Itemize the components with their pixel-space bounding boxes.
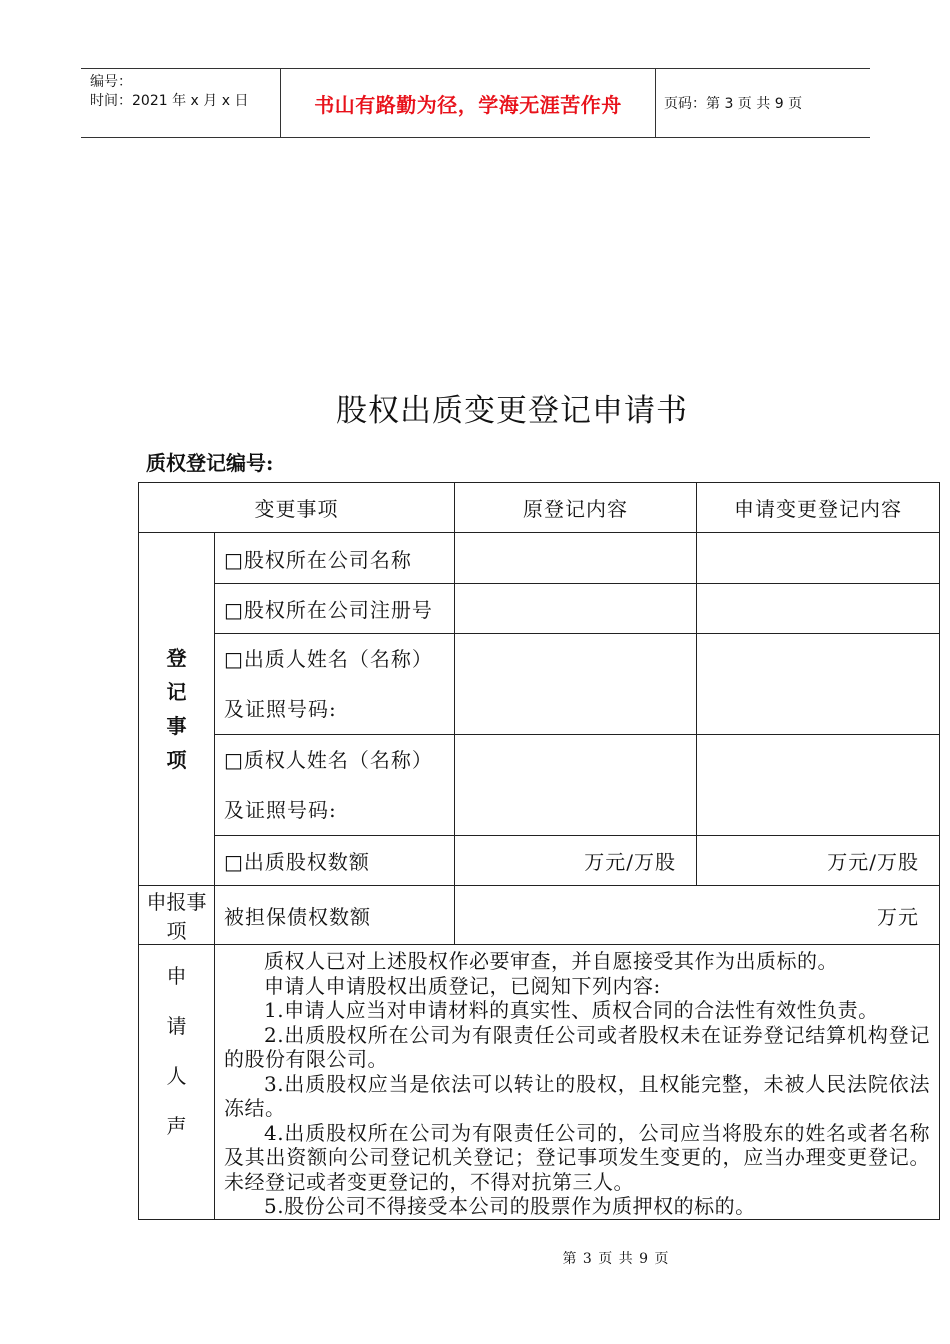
- declare-item-label: 申报事项: [139, 886, 215, 945]
- header-original-content: 原登记内容: [455, 483, 697, 533]
- row-company-reg-no: [139, 584, 940, 634]
- page-info: 页码：第 3 页 共 9 页: [664, 96, 803, 112]
- statement-paragraph: 4.出质股权所在公司为有限责任公司的，公司应当将股东的姓名或者名称及其出资额向公司登记机关登记；登记事项发生变更的，应当办理变更登记。未经登记或者变更登记的，不得对抗第三人。: [224, 1120, 930, 1194]
- pledgee-original-field[interactable]: [455, 735, 697, 836]
- row-pledged-amount: [139, 836, 940, 886]
- document-title: 股权出质变更登记申请书: [336, 393, 688, 429]
- pledgee-checkbox-label[interactable]: [215, 735, 455, 836]
- company-name-checkbox-label[interactable]: □股权所在公司名称: [215, 533, 455, 584]
- row-pledgor: [139, 634, 940, 735]
- header-motto-cell: [281, 69, 656, 137]
- pledgee-label-line1: □质权人姓名（名称）: [224, 748, 433, 772]
- statement-paragraph: 1.申请人应当对申请材料的真实性、质权合同的合法性有效性负责。: [264, 998, 879, 1022]
- header-requested-content: 申请变更登记内容: [697, 483, 940, 533]
- company-reg-no-requested-field[interactable]: [697, 584, 940, 634]
- pledged-amount-checkbox-label[interactable]: □出质股权数额: [215, 836, 455, 886]
- statement-paragraph: 申请人申请股权出质登记，已阅知下列内容:: [264, 973, 661, 998]
- header-meta-cell: [81, 69, 281, 137]
- secured-debt-label: 被担保债权数额: [215, 886, 455, 945]
- statement-label-char: 人: [166, 1064, 187, 1088]
- group-label-char: 登: [166, 646, 187, 670]
- row-secured-debt: [139, 886, 940, 945]
- pledgor-checkbox-label[interactable]: [215, 634, 455, 735]
- statement-label-char: 请: [166, 1014, 187, 1038]
- pledgor-original-field[interactable]: [455, 634, 697, 735]
- statement-paragraph: 3.出质股权应当是依法可以转让的股权，且权能完整，未被人民法院依法冻结。: [224, 1071, 930, 1120]
- registration-items-label: [139, 533, 215, 886]
- pledgor-requested-field[interactable]: [697, 634, 940, 735]
- pledgee-label-line2: 及证照号码:: [224, 798, 337, 822]
- statement-paragraph: 2.出质股权所在公司为有限责任公司或者股权未在证券登记结算机构登记的股份有限公司。: [224, 1022, 930, 1071]
- header-change-item: 变更事项: [139, 483, 455, 533]
- change-registration-form: [138, 482, 940, 1220]
- motto-text: 书山有路勤为径，学海无涯苦作舟: [314, 92, 622, 117]
- secured-debt-field[interactable]: 万元: [455, 886, 940, 945]
- pledged-amount-requested-unit[interactable]: 万元/万股: [697, 836, 940, 886]
- company-name-requested-field[interactable]: [697, 533, 940, 584]
- row-company-name: [139, 533, 940, 584]
- applicant-statement-label: [139, 945, 215, 1220]
- company-name-original-field[interactable]: [455, 533, 697, 584]
- row-pledgee: [139, 735, 940, 836]
- group-label-char: 事: [166, 714, 187, 738]
- time-label: 时间：2021 年 x 月 x 日: [90, 93, 249, 109]
- number-label: 编号：: [90, 74, 132, 90]
- row-applicant-statement: [139, 945, 940, 1220]
- company-reg-no-original-field[interactable]: [455, 584, 697, 634]
- pledgor-label-line1: □出质人姓名（名称）: [224, 647, 433, 671]
- document-header: [81, 68, 870, 138]
- reg-number-label: 质权登记编号:: [146, 451, 274, 475]
- group-label-char: 项: [166, 748, 187, 772]
- pledged-amount-original-unit[interactable]: 万元/万股: [455, 836, 697, 886]
- statement-label-char: 申: [166, 964, 187, 988]
- statement-paragraph: 5.股份公司不得接受本公司的股票作为质押权的标的。: [264, 1194, 756, 1218]
- statement-label-char: 声: [166, 1114, 187, 1138]
- page-footer: 第 3 页 共 9 页: [562, 1251, 670, 1267]
- header-row: [139, 483, 940, 533]
- group-label-char: 记: [166, 680, 187, 704]
- pledgor-label-line2: 及证照号码:: [224, 697, 337, 721]
- statement-paragraph: 质权人已对上述股权作必要审查，并自愿接受其作为出质标的。: [264, 949, 838, 973]
- pledgee-requested-field[interactable]: [697, 735, 940, 836]
- applicant-statement-text: [215, 945, 940, 1220]
- company-reg-no-checkbox-label[interactable]: □股权所在公司注册号: [215, 584, 455, 634]
